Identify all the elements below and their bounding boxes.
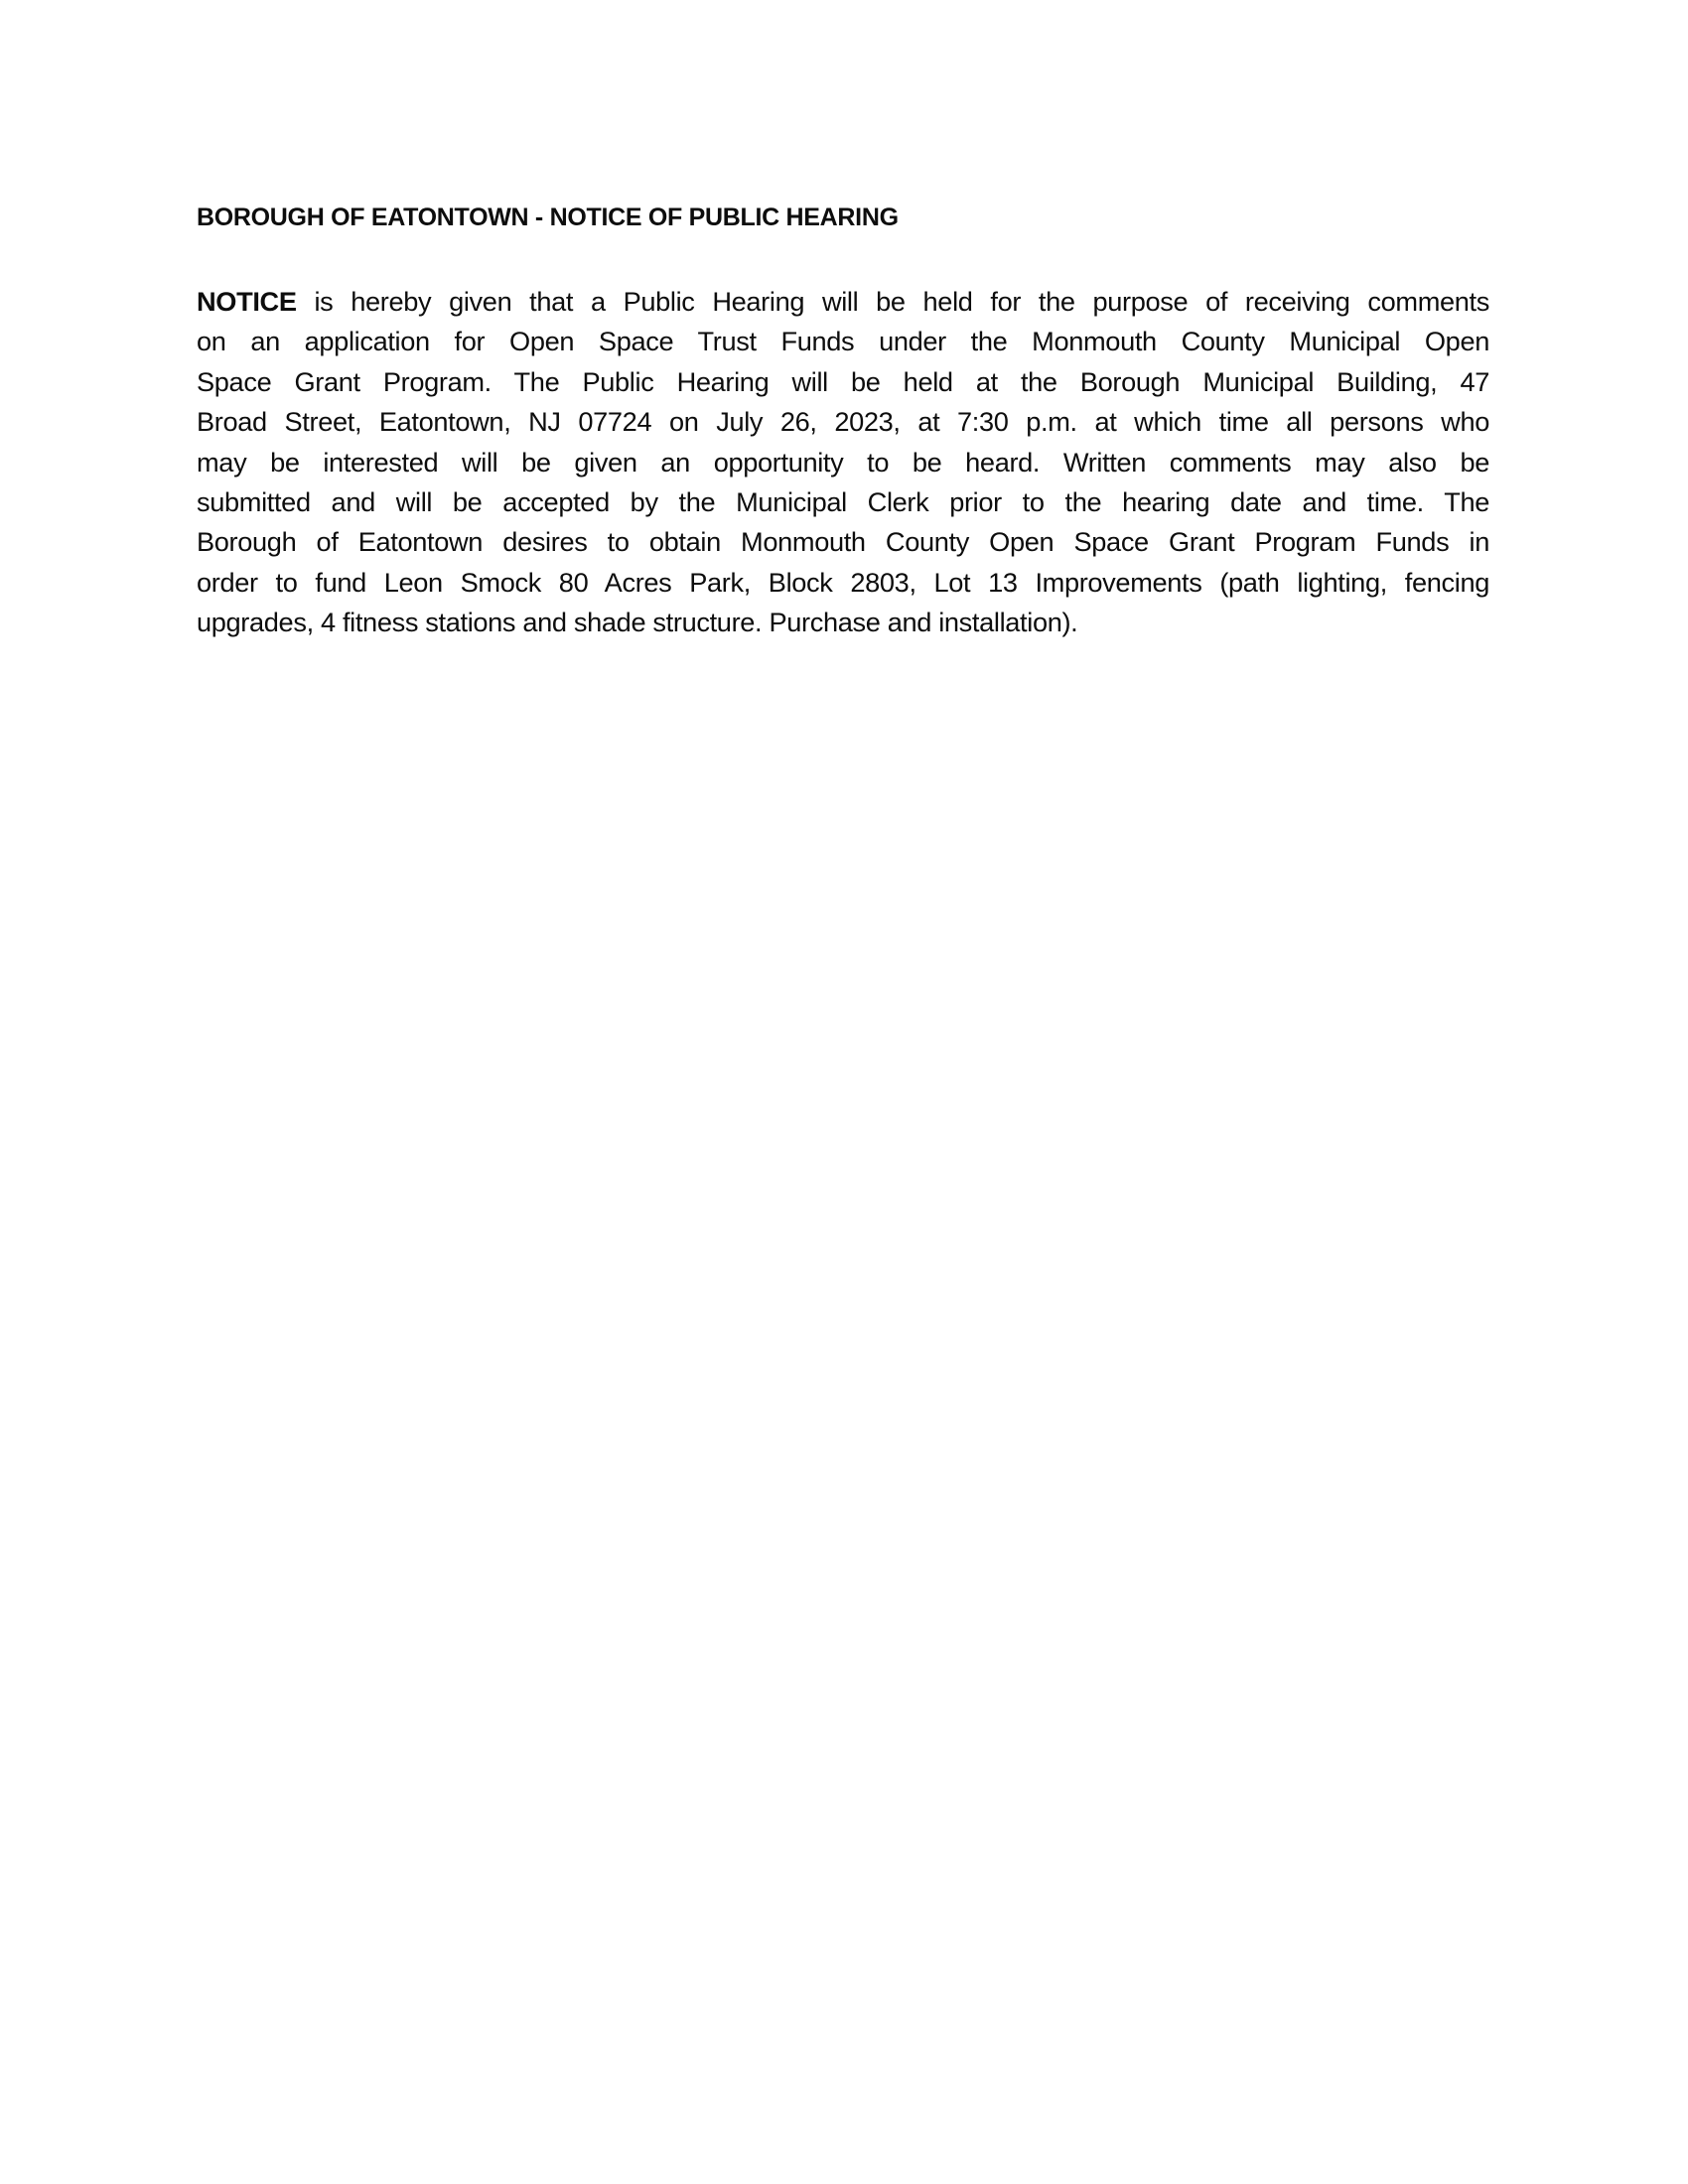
body-line-4: Broad Street, Eatontown, NJ 07724 on July 26, 2023, at 7:30 p.m. at which time all persons who xyxy=(197,406,1489,438)
body-line-5: may be interested will be given an opportunity to be heard. Written comments may also be xyxy=(197,446,1489,478)
body-line-6: submitted and will be accepted by the Municipal Clerk prior to the hearing date and time. The xyxy=(197,485,1489,517)
body-line-1 xyxy=(197,282,1489,322)
body-line-3: Space Grant Program. The Public Hearing will be held at the Borough Municipal Building, 47 xyxy=(197,365,1489,397)
notice-heading: BOROUGH OF EATONTOWN - NOTICE OF PUBLIC HEARING xyxy=(197,204,899,231)
notice-lead-word: NOTICE xyxy=(197,286,297,317)
body-line-8: order to fund Leon Smock 80 Acres Park, Block 2803, Lot 13 Improvements (path lighting, fencing xyxy=(197,566,1489,598)
body-line-2: on an application for Open Space Trust Funds under the Monmouth County Municipal Open xyxy=(197,326,1489,357)
body-line-7: Borough of Eatontown desires to obtain Monmouth County Open Space Grant Program Funds in xyxy=(197,526,1489,558)
notice-body xyxy=(197,282,1489,643)
body-line-1-text: is hereby given that a Public Hearing will be held for the purpose of receiving comments xyxy=(296,286,1489,317)
body-line-9: upgrades, 4 fitness stations and shade structure. Purchase and installation). xyxy=(197,607,1078,638)
